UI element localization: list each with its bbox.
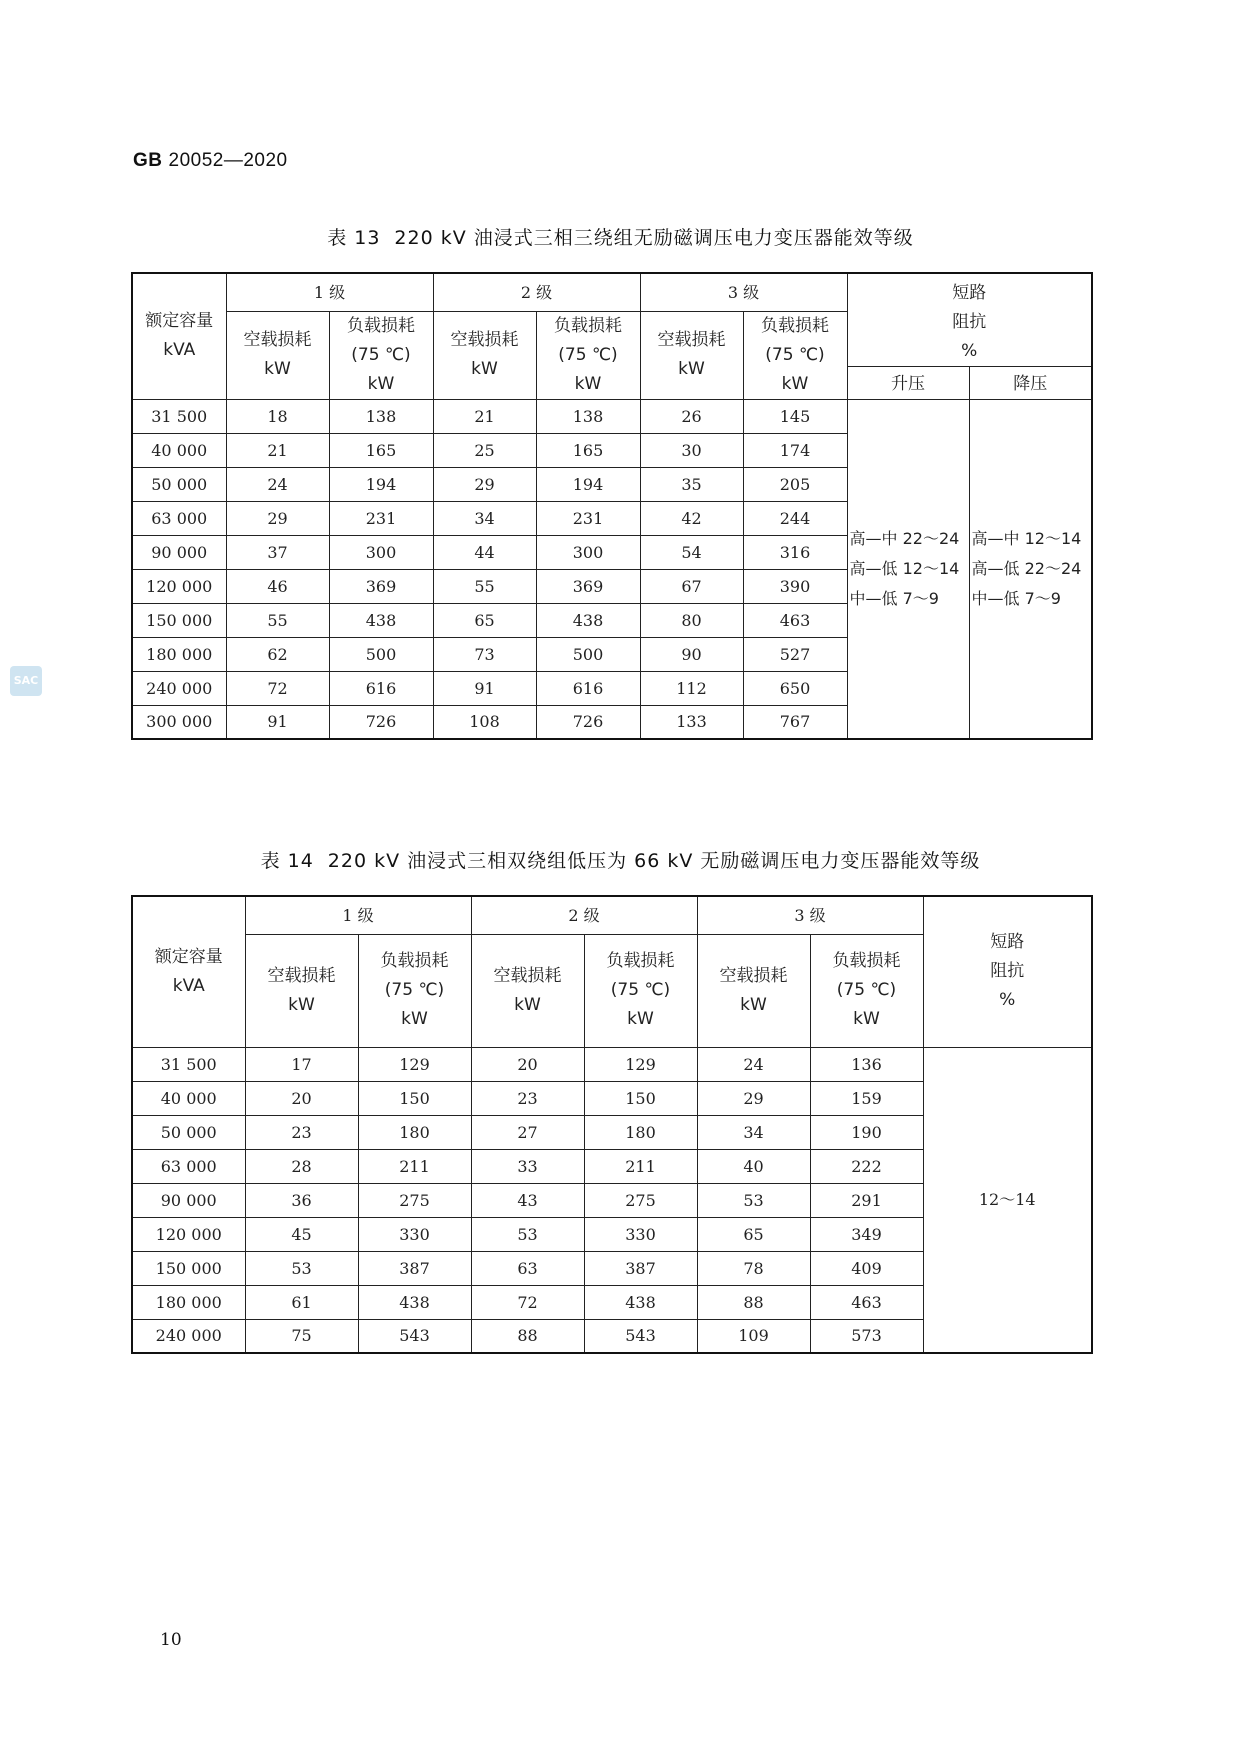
loss-value-cell: 390	[743, 569, 847, 603]
loss-value-cell: 275	[584, 1183, 697, 1217]
impedance-header-line: 短路	[952, 283, 987, 304]
impedance-header	[847, 273, 1092, 399]
rated-capacity-cell: 300 000	[132, 705, 226, 739]
level1-header: 1 级	[226, 273, 433, 311]
step-down-impedance-cell	[969, 399, 1092, 739]
loss-value-cell: 500	[536, 637, 640, 671]
loss-value-cell: 45	[245, 1217, 358, 1251]
rated-capacity-cell: 90 000	[132, 1183, 245, 1217]
loss-value-cell: 78	[697, 1251, 810, 1285]
loss-value-cell: 387	[358, 1251, 471, 1285]
loss-value-cell: 500	[329, 637, 433, 671]
loss-value-cell: 573	[810, 1319, 923, 1353]
noload-loss-header: 空载损耗 kW	[245, 934, 358, 1047]
loss-value-cell: 463	[743, 603, 847, 637]
load-loss-header: 负载损耗 (75 ℃) kW	[584, 934, 697, 1047]
step-up-impedance-line: 高—中 22～24	[849, 528, 960, 548]
sac-watermark-logo: SAC	[10, 666, 42, 696]
impedance-header: 短路 阻抗 %	[923, 896, 1092, 1047]
loss-value-cell: 18	[226, 399, 329, 433]
loss-value-cell: 369	[536, 569, 640, 603]
loss-value-cell: 300	[536, 535, 640, 569]
loss-value-cell: 90	[640, 637, 743, 671]
loss-value-cell: 29	[697, 1081, 810, 1115]
loss-value-cell: 231	[329, 501, 433, 535]
loss-value-cell: 88	[697, 1285, 810, 1319]
rated-capacity-cell: 31 500	[132, 399, 226, 433]
table14	[131, 895, 1093, 1354]
loss-value-cell: 33	[471, 1149, 584, 1183]
table13-caption	[0, 223, 1241, 250]
loss-value-cell: 35	[640, 467, 743, 501]
loss-value-cell: 23	[471, 1081, 584, 1115]
loss-value-cell: 62	[226, 637, 329, 671]
loss-value-cell: 138	[536, 399, 640, 433]
step-down-impedance-line: 中—低 7～9	[971, 588, 1061, 608]
rated-capacity-cell: 40 000	[132, 433, 226, 467]
impedance-header-line: %	[961, 341, 978, 362]
noload-loss-header: 空载损耗 kW	[640, 311, 743, 399]
loss-value-cell: 20	[471, 1047, 584, 1081]
table13	[131, 272, 1093, 740]
noload-loss-header: 空载损耗 kW	[471, 934, 584, 1047]
loss-value-cell: 275	[358, 1183, 471, 1217]
loss-value-cell: 205	[743, 467, 847, 501]
load-loss-header: 负载损耗 (75 ℃) kW	[810, 934, 923, 1047]
loss-value-cell: 24	[226, 467, 329, 501]
loss-value-cell: 543	[584, 1319, 697, 1353]
loss-value-cell: 244	[743, 501, 847, 535]
loss-value-cell: 150	[358, 1081, 471, 1115]
noload-loss-header: 空载损耗 kW	[226, 311, 329, 399]
loss-value-cell: 136	[810, 1047, 923, 1081]
rated-capacity-cell: 63 000	[132, 1149, 245, 1183]
level3-header: 3 级	[697, 896, 923, 934]
loss-value-cell: 129	[358, 1047, 471, 1081]
loss-value-cell: 438	[536, 603, 640, 637]
loss-value-cell: 28	[245, 1149, 358, 1183]
rated-capacity-cell: 240 000	[132, 1319, 245, 1353]
loss-value-cell: 145	[743, 399, 847, 433]
loss-value-cell: 409	[810, 1251, 923, 1285]
table13-label: 表 13	[327, 227, 381, 249]
loss-value-cell: 438	[329, 603, 433, 637]
loss-value-cell: 194	[329, 467, 433, 501]
step-down-header: 降压	[1013, 374, 1048, 395]
loss-value-cell: 387	[584, 1251, 697, 1285]
loss-value-cell: 726	[329, 705, 433, 739]
loss-value-cell: 91	[226, 705, 329, 739]
rated-capacity-cell: 240 000	[132, 671, 226, 705]
loss-value-cell: 54	[640, 535, 743, 569]
loss-value-cell: 29	[433, 467, 536, 501]
rated-capacity-cell: 50 000	[132, 1115, 245, 1149]
rated-capacity-cell: 40 000	[132, 1081, 245, 1115]
loss-value-cell: 75	[245, 1319, 358, 1353]
loss-value-cell: 174	[743, 433, 847, 467]
loss-value-cell: 108	[433, 705, 536, 739]
rated-capacity-header: 额定容量 kVA	[132, 896, 245, 1047]
noload-loss-header: 空载损耗 kW	[433, 311, 536, 399]
loss-value-cell: 23	[245, 1115, 358, 1149]
loss-value-cell: 112	[640, 671, 743, 705]
loss-value-cell: 27	[471, 1115, 584, 1149]
loss-value-cell: 40	[697, 1149, 810, 1183]
loss-value-cell: 767	[743, 705, 847, 739]
loss-value-cell: 349	[810, 1217, 923, 1251]
rated-capacity-cell: 63 000	[132, 501, 226, 535]
loss-value-cell: 53	[697, 1183, 810, 1217]
loss-value-cell: 61	[245, 1285, 358, 1319]
loss-value-cell: 109	[697, 1319, 810, 1353]
impedance-value-cell: 12～14	[923, 1047, 1092, 1353]
level3-header: 3 级	[640, 273, 847, 311]
loss-value-cell: 180	[584, 1115, 697, 1149]
step-down-impedance-line: 高—中 12～14	[971, 528, 1082, 548]
rated-capacity-cell: 180 000	[132, 637, 226, 671]
table14-title: 220 kV 油浸式三相双绕组低压为 66 kV 无励磁调压电力变压器能效等级	[327, 850, 981, 872]
rated-capacity-cell: 120 000	[132, 569, 226, 603]
loss-value-cell: 316	[743, 535, 847, 569]
loss-value-cell: 24	[697, 1047, 810, 1081]
table14-label: 表 14	[260, 850, 314, 872]
rated-capacity-cell: 90 000	[132, 535, 226, 569]
loss-value-cell: 129	[584, 1047, 697, 1081]
loss-value-cell: 43	[471, 1183, 584, 1217]
loss-value-cell: 34	[697, 1115, 810, 1149]
table13-title: 220 kV 油浸式三相三绕组无励磁调压电力变压器能效等级	[394, 227, 914, 249]
loss-value-cell: 20	[245, 1081, 358, 1115]
loss-value-cell: 88	[471, 1319, 584, 1353]
load-loss-header: 负载损耗 (75 ℃) kW	[743, 311, 847, 399]
level1-header: 1 级	[245, 896, 471, 934]
level2-header: 2 级	[471, 896, 697, 934]
loss-value-cell: 72	[471, 1285, 584, 1319]
loss-value-cell: 67	[640, 569, 743, 603]
loss-value-cell: 180	[358, 1115, 471, 1149]
standard-code	[133, 150, 288, 172]
loss-value-cell: 159	[810, 1081, 923, 1115]
loss-value-cell: 55	[433, 569, 536, 603]
step-down-impedance-line: 高—低 22～24	[971, 558, 1082, 578]
table14-caption	[0, 846, 1241, 873]
loss-value-cell: 37	[226, 535, 329, 569]
standard-number: 20052—2020	[168, 150, 288, 171]
loss-value-cell: 211	[584, 1149, 697, 1183]
loss-value-cell: 30	[640, 433, 743, 467]
loss-value-cell: 211	[358, 1149, 471, 1183]
loss-value-cell: 463	[810, 1285, 923, 1319]
rated-capacity-cell: 31 500	[132, 1047, 245, 1081]
loss-value-cell: 194	[536, 467, 640, 501]
loss-value-cell: 29	[226, 501, 329, 535]
rated-capacity-cell: 50 000	[132, 467, 226, 501]
loss-value-cell: 17	[245, 1047, 358, 1081]
table-row	[132, 399, 1092, 433]
loss-value-cell: 300	[329, 535, 433, 569]
loss-value-cell: 26	[640, 399, 743, 433]
rated-capacity-header: 额定容量 kVA	[132, 273, 226, 399]
loss-value-cell: 73	[433, 637, 536, 671]
loss-value-cell: 91	[433, 671, 536, 705]
loss-value-cell: 190	[810, 1115, 923, 1149]
loss-value-cell: 138	[329, 399, 433, 433]
loss-value-cell: 165	[536, 433, 640, 467]
step-up-impedance-line: 高—低 12～14	[849, 558, 960, 578]
loss-value-cell: 650	[743, 671, 847, 705]
loss-value-cell: 369	[329, 569, 433, 603]
loss-value-cell: 65	[697, 1217, 810, 1251]
loss-value-cell: 291	[810, 1183, 923, 1217]
loss-value-cell: 21	[226, 433, 329, 467]
rated-capacity-cell: 120 000	[132, 1217, 245, 1251]
loss-value-cell: 438	[358, 1285, 471, 1319]
table-row	[132, 1047, 1092, 1081]
loss-value-cell: 726	[536, 705, 640, 739]
loss-value-cell: 42	[640, 501, 743, 535]
loss-value-cell: 36	[245, 1183, 358, 1217]
loss-value-cell: 65	[433, 603, 536, 637]
loss-value-cell: 231	[536, 501, 640, 535]
loss-value-cell: 63	[471, 1251, 584, 1285]
load-loss-header: 负载损耗 (75 ℃) kW	[358, 934, 471, 1047]
load-loss-header: 负载损耗 (75 ℃) kW	[536, 311, 640, 399]
loss-value-cell: 527	[743, 637, 847, 671]
loss-value-cell: 21	[433, 399, 536, 433]
level2-header: 2 级	[433, 273, 640, 311]
loss-value-cell: 44	[433, 535, 536, 569]
rated-capacity-cell: 180 000	[132, 1285, 245, 1319]
page-number: 10	[160, 1630, 182, 1650]
loss-value-cell: 438	[584, 1285, 697, 1319]
loss-value-cell: 616	[536, 671, 640, 705]
loss-value-cell: 53	[245, 1251, 358, 1285]
loss-value-cell: 46	[226, 569, 329, 603]
loss-value-cell: 330	[584, 1217, 697, 1251]
rated-capacity-cell: 150 000	[132, 1251, 245, 1285]
standard-prefix: GB	[133, 150, 163, 171]
loss-value-cell: 72	[226, 671, 329, 705]
step-up-header: 升压	[848, 367, 970, 401]
loss-value-cell: 330	[358, 1217, 471, 1251]
impedance-header-line: 阻抗	[952, 312, 987, 333]
loss-value-cell: 543	[358, 1319, 471, 1353]
step-up-impedance-cell	[847, 399, 969, 739]
load-loss-header: 负载损耗 (75 ℃) kW	[329, 311, 433, 399]
loss-value-cell: 133	[640, 705, 743, 739]
loss-value-cell: 165	[329, 433, 433, 467]
loss-value-cell: 34	[433, 501, 536, 535]
loss-value-cell: 53	[471, 1217, 584, 1251]
loss-value-cell: 616	[329, 671, 433, 705]
loss-value-cell: 55	[226, 603, 329, 637]
loss-value-cell: 80	[640, 603, 743, 637]
loss-value-cell: 25	[433, 433, 536, 467]
loss-value-cell: 150	[584, 1081, 697, 1115]
loss-value-cell: 222	[810, 1149, 923, 1183]
noload-loss-header: 空载损耗 kW	[697, 934, 810, 1047]
rated-capacity-cell: 150 000	[132, 603, 226, 637]
step-up-impedance-line: 中—低 7～9	[849, 588, 939, 608]
